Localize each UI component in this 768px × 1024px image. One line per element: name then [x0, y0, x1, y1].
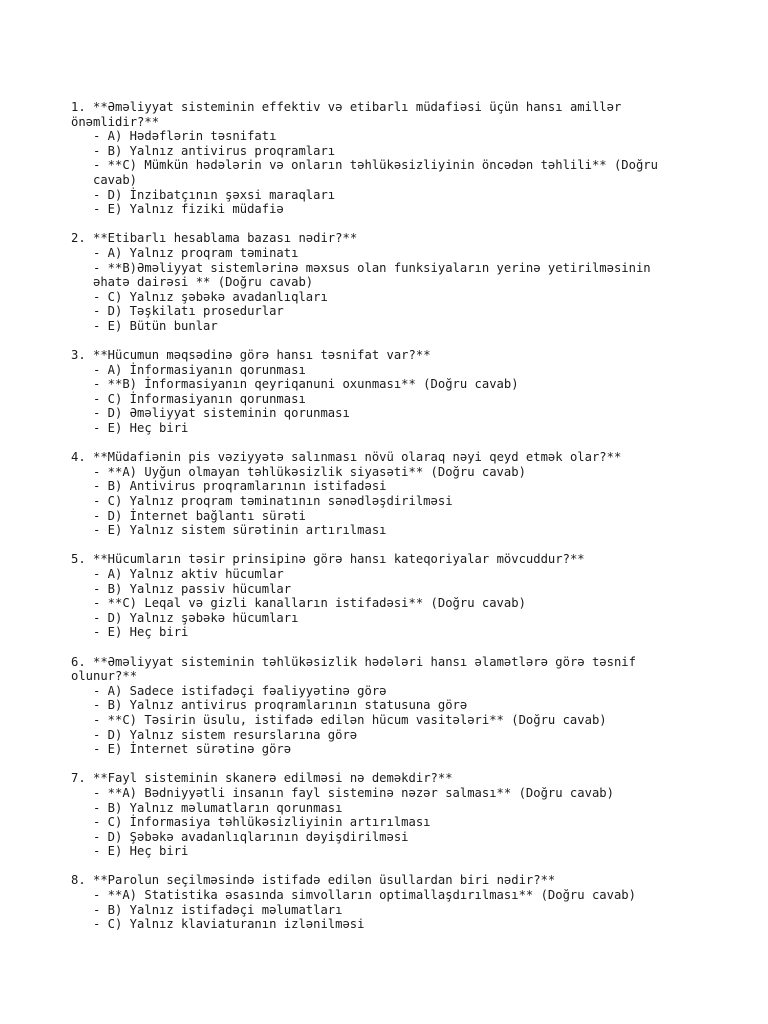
- answer-option: - A) İnformasiyanın qorunması: [93, 362, 306, 377]
- question-text: 1. **Əməliyyat sisteminin effektiv və etibarlı müdafiəsi üçün hansı amillər önəmlidir?**: [71, 100, 629, 129]
- answer-option: - E) Heç biri: [93, 844, 189, 859]
- answer-option: - E) İnternet sürətinə görə: [93, 742, 292, 757]
- question-block: [71, 100, 691, 217]
- question-text: 7. **Fayl sisteminin skanerə edilməsi nə deməkdir?**: [71, 771, 453, 786]
- answer-option: - **A) Uyğun olmayan təhlükəsizlik siyasəti** (Doğru cavab): [93, 464, 526, 479]
- answer-option: - **A) Bədniyyətli insanın fayl sisteminə nəzər salması** (Doğru cavab): [93, 785, 614, 800]
- document-body: [71, 100, 691, 946]
- answer-option: - A) Yalnız proqram təminatı: [93, 245, 299, 260]
- answer-option: - D) Yalnız şəbəkə hücumları: [93, 610, 299, 625]
- question-text: 6. **Əməliyyat sisteminin təhlükəsizlik hədələri hansı əlamətlərə görə təsnif olunur?**: [71, 654, 644, 684]
- answer-option: - C) Yalnız klaviaturanın izlənilməsi: [93, 917, 365, 932]
- answer-option: - **B) İnformasiyanın qeyriqanuni oxunması** (Doğru cavab): [93, 377, 519, 392]
- answer-option: - D) İnternet bağlantı sürəti: [93, 508, 306, 523]
- answer-option: - E) Bütün bunlar: [93, 318, 218, 333]
- answer-option: - B) Yalnız passiv hücumlar: [93, 581, 292, 596]
- question-text: 2. **Etibarlı hesablama bazası nədir?**: [71, 231, 358, 246]
- answer-option: - C) Yalnız şəbəkə avadanlıqları: [93, 289, 328, 304]
- answer-option: - E) Heç biri: [93, 625, 189, 640]
- question-text: 4. **Müdafiənin pis vəziyyətə salınması növü olaraq nəyi qeyd etmək olar?**: [71, 450, 622, 465]
- answer-option: - B) Yalnız məlumatların qorunması: [93, 800, 343, 815]
- answer-option: - B) Antivirus proqramlarının istifadəsi: [93, 479, 387, 494]
- answer-option: - C) İnformasiyanın qorunması: [93, 391, 306, 406]
- answer-option: - B) Yalnız istifadəçi məlumatları: [93, 902, 343, 917]
- answer-option: - **C) Mümkün hədələrin və onların təhlükəsizliyinin öncədən təhlili** (Doğru cavab): [93, 158, 666, 187]
- question-block: [71, 348, 691, 436]
- answer-option: - A) Yalnız aktiv hücumlar: [93, 567, 284, 581]
- answer-option: - D) Əməliyyat sisteminin qorunması: [93, 406, 350, 421]
- answer-option: - **A) Statistika əsasında simvolların optimallaşdırılması** (Doğru cavab): [93, 888, 636, 903]
- answer-option: - E) Yalnız sistem sürətinin artırılması: [93, 523, 387, 538]
- answer-option: - E) Heç biri: [93, 421, 189, 436]
- answer-option: - D) Şəbəkə avadanlıqlarının dəyişdirilməsi: [93, 829, 409, 844]
- answer-option: - B) Yalnız antivirus proqramları: [93, 143, 336, 158]
- question-block: [71, 231, 691, 333]
- question-block: [71, 873, 691, 931]
- answer-option: - D) İnzibatçının şəxsi maraqları: [93, 187, 336, 202]
- question-block: [71, 552, 691, 640]
- question-block: [71, 450, 691, 538]
- question-text: 8. **Parolun seçilməsində istifadə edilən üsullardan biri nədir?**: [71, 873, 556, 888]
- question-block: [71, 655, 691, 757]
- answer-option: - **B)Əməliyyat sistemlərinə məxsus olan funksiyaların yerinə yetirilməsinin əhatə dairəsi ** (Doğru cavab): [93, 260, 658, 290]
- answer-option: - D) Təşkilatı prosedurlar: [93, 304, 284, 319]
- answer-option: - C) İnformasiya təhlükəsizliyinin artırılması: [93, 815, 431, 830]
- answer-option: - A) Sadece istifadəçi fəaliyyətinə görə: [93, 683, 387, 698]
- answer-option: - B) Yalnız antivirus proqramlarının statusuna görə: [93, 698, 468, 713]
- answer-option: - **C) Leqal və gizli kanalların istifadəsi** (Doğru cavab): [93, 596, 526, 611]
- question-text: 5. **Hücumların təsir prinsipinə görə hansı kateqoriyalar mövcuddur?**: [71, 552, 585, 567]
- question-block: [71, 771, 691, 859]
- answer-option: - **C) Təsirin üsulu, istifadə edilən hücum vasitələri** (Doğru cavab): [93, 712, 607, 727]
- question-text: 3. **Hücumun məqsədinə görə hansı təsnifat var?**: [71, 348, 431, 363]
- answer-option: - C) Yalnız proqram təminatının sənədləşdirilməsi: [93, 494, 453, 509]
- answer-option: - A) Hədəflərin təsnifatı: [93, 129, 277, 144]
- answer-option: - D) Yalnız sistem resurslarına görə: [93, 727, 358, 742]
- answer-option: - E) Yalnız fiziki müdafiə: [93, 202, 284, 217]
